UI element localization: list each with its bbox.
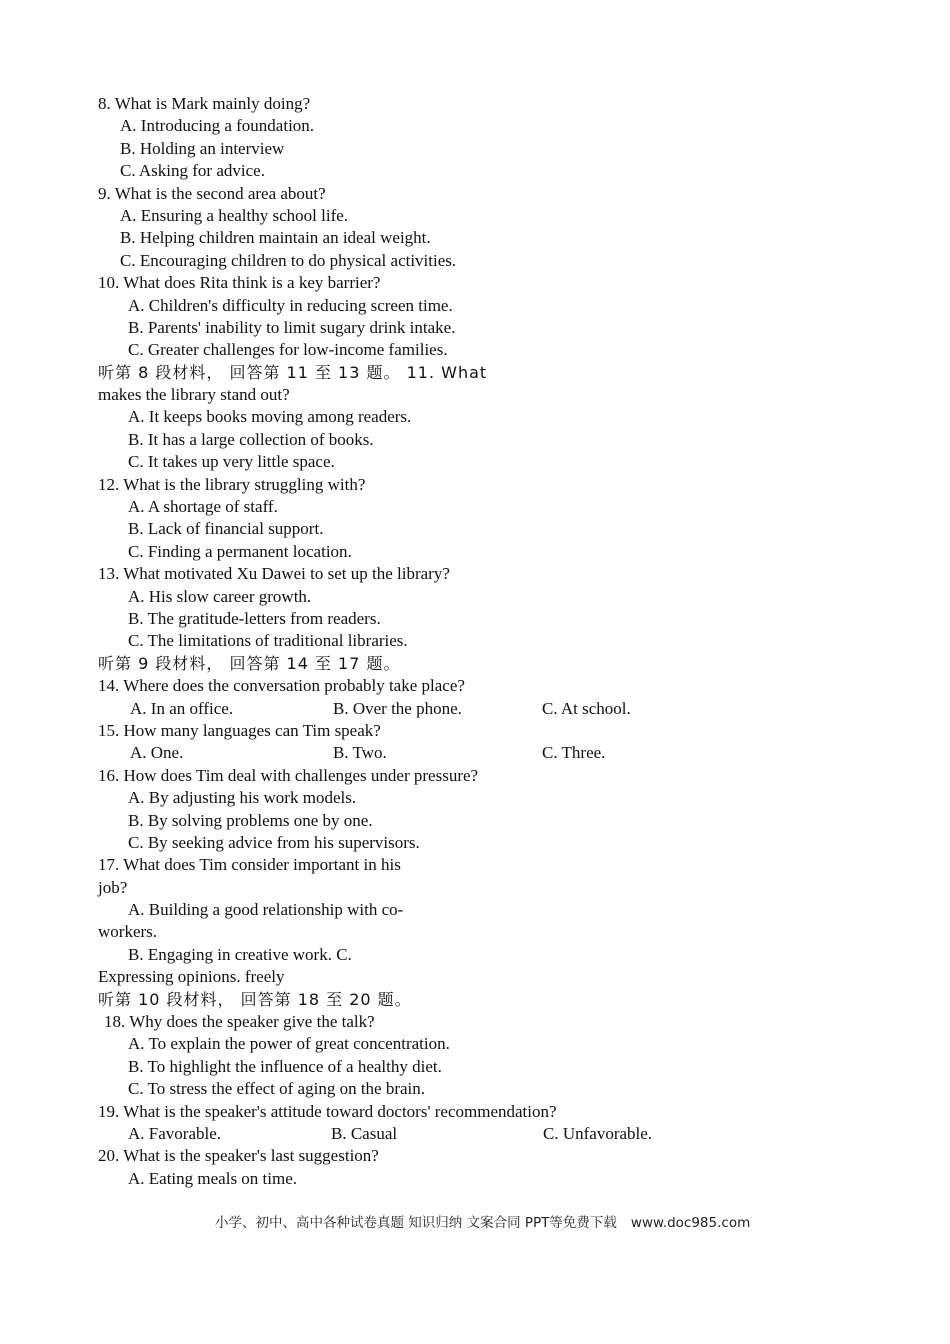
option-11a: A. It keeps books moving among readers. bbox=[128, 407, 412, 427]
question-17-continued: job? bbox=[98, 877, 128, 897]
question-8: 8. What is Mark mainly doing? bbox=[98, 94, 311, 113]
option-18c: C. To stress the effect of aging on the brain. bbox=[128, 1079, 426, 1099]
option-13a: A. His slow career growth. bbox=[128, 586, 312, 606]
question-11-continued: makes the library stand out? bbox=[98, 385, 290, 405]
option-12c: C. Finding a permanent location. bbox=[128, 541, 352, 561]
option-16c: C. By seeking advice from his supervisors. bbox=[128, 832, 420, 852]
option-18a: A. To explain the power of great concentration. bbox=[128, 1034, 450, 1054]
option-16b: B. By solving problems one by one. bbox=[128, 810, 373, 830]
option-8c: C. Asking for advice. bbox=[120, 161, 265, 181]
option-19b: B. Casual bbox=[331, 1123, 398, 1143]
option-8b: B. Holding an interview bbox=[120, 138, 285, 158]
option-15b: B. Two. bbox=[333, 743, 387, 763]
question-13: 13. What motivated Xu Dawei to set up the library? bbox=[98, 564, 450, 584]
section-heading-8: 听第 8 段材料， 回答第 11 至 13 题。 11. What bbox=[98, 362, 488, 382]
option-15a: A. One. bbox=[130, 743, 184, 763]
option-19c: C. Unfavorable. bbox=[543, 1123, 653, 1143]
question-14: 14. Where does the conversation probably take place? bbox=[98, 676, 465, 696]
option-17a-continued: workers. bbox=[98, 922, 158, 942]
question-17: 17. What does Tim consider important in his bbox=[98, 855, 401, 875]
option-10b: B. Parents' inability to limit sugary drink intake. bbox=[128, 317, 456, 337]
options-15 bbox=[98, 742, 698, 764]
option-14a: A. In an office. bbox=[130, 698, 234, 718]
options-19 bbox=[98, 1123, 698, 1145]
option-15c: C. Three. bbox=[542, 743, 606, 763]
question-12: 12. What is the library struggling with? bbox=[98, 474, 366, 494]
footer-text: 小学、初中、高中各种试卷真题 知识归纳 文案合同 PPT等免费下载 bbox=[215, 1215, 617, 1231]
question-20: 20. What is the speaker's last suggestion? bbox=[98, 1146, 379, 1166]
section-heading-9: 听第 9 段材料， 回答第 14 至 17 题。 bbox=[98, 653, 401, 673]
option-14b: B. Over the phone. bbox=[333, 698, 462, 718]
option-13b: B. The gratitude-letters from readers. bbox=[128, 608, 381, 628]
option-11b: B. It has a large collection of books. bbox=[128, 429, 374, 449]
question-10: 10. What does Rita think is a key barrier? bbox=[98, 273, 381, 293]
footer-url-link[interactable]: www.doc985.com bbox=[630, 1215, 751, 1231]
question-list bbox=[98, 93, 698, 1190]
question-16: 16. How does Tim deal with challenges under pressure? bbox=[98, 765, 479, 785]
option-12b: B. Lack of financial support. bbox=[128, 519, 324, 539]
option-16a: A. By adjusting his work models. bbox=[128, 788, 357, 808]
option-19a: A. Favorable. bbox=[128, 1123, 222, 1143]
option-13c: C. The limitations of traditional libraries. bbox=[128, 631, 408, 651]
question-18: 18. Why does the speaker give the talk? bbox=[104, 1012, 375, 1032]
option-17c: Expressing opinions. freely bbox=[98, 967, 285, 987]
option-11c: C. It takes up very little space. bbox=[128, 452, 335, 472]
question-19: 19. What is the speaker's attitude toward doctors' recommendation? bbox=[98, 1101, 557, 1121]
option-20a: A. Eating meals on time. bbox=[128, 1168, 298, 1188]
options-14 bbox=[98, 698, 698, 720]
option-14c: C. At school. bbox=[542, 698, 631, 718]
option-17a: A. Building a good relationship with co- bbox=[128, 900, 404, 920]
footer-banner bbox=[215, 1211, 750, 1231]
question-9: 9. What is the second area about? bbox=[98, 183, 326, 203]
option-9b: B. Helping children maintain an ideal weight. bbox=[120, 228, 431, 248]
option-10c: C. Greater challenges for low-income families. bbox=[128, 340, 448, 360]
option-12a: A. A shortage of staff. bbox=[128, 497, 278, 517]
section-heading-10: 听第 10 段材料， 回答第 18 至 20 题。 bbox=[98, 989, 412, 1009]
option-9a: A. Ensuring a healthy school life. bbox=[120, 205, 349, 225]
option-18b: B. To highlight the influence of a healthy diet. bbox=[128, 1056, 442, 1076]
option-17b: B. Engaging in creative work. C. bbox=[128, 944, 352, 964]
question-15: 15. How many languages can Tim speak? bbox=[98, 720, 381, 740]
option-9c: C. Encouraging children to do physical activities. bbox=[120, 250, 457, 270]
option-8a: A. Introducing a foundation. bbox=[120, 116, 315, 136]
option-10a: A. Children's difficulty in reducing screen time. bbox=[128, 295, 453, 315]
